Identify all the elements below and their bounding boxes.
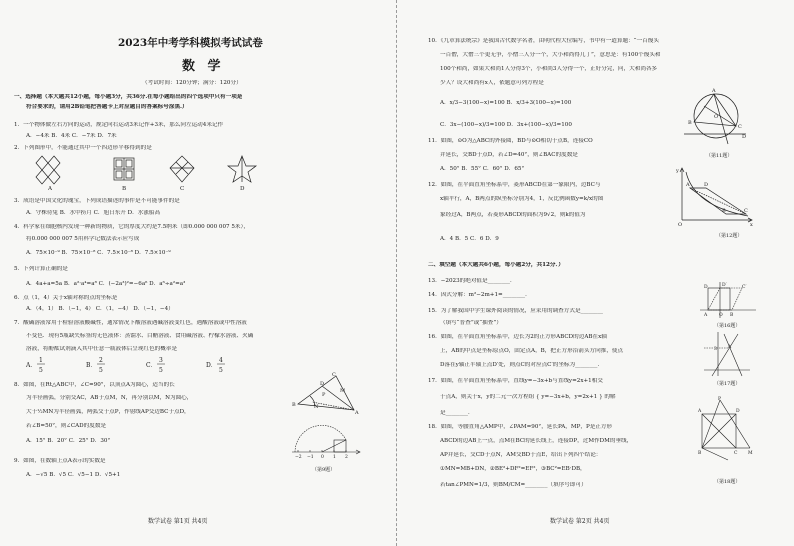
svg-text:1: 1 [39, 357, 43, 364]
q17-figure [702, 330, 752, 378]
q9-stem: 9．如图，在数轴上点A表示的实数是 [14, 458, 106, 464]
q2-label-d: D [240, 186, 245, 192]
q18-stem-2: ABCD的边AB上一点，点M在BC的延长线上，连接DP，过M作DM的垂线， [440, 438, 633, 444]
q17-stem: 17．如图，在平面直角坐标系中，直线y=−3x+b与直线y=2x+1相交 [428, 378, 603, 384]
q17-stem-2: 于点A，则关于x，y的二元一次方程组 { y=−3x+b，y=2x+1 } 的解 [440, 394, 616, 400]
exam-page-2 [398, 0, 794, 546]
q11-stem-2: 并延长，交BD于点D，若∠D=40°，则∠BAC的度数是 [440, 152, 578, 158]
svg-text:B．: B． [86, 362, 97, 369]
q16-stem: 16．如图，在平面直角坐标系中，边长为2的正方形ABCD的边AB在x轴 [428, 334, 607, 340]
q7-stem-2: 不变色．现有5瓶缺失标签的无色液体：蒸馏水、白醋溶液、食用碱溶液、柠檬水溶液、火碱 [26, 333, 254, 339]
q6-choices: A．（4，1） B．（−1，4） C．（1，−4） D．（−1，−4） [26, 306, 174, 312]
q4-choices: A．75×10⁻⁹ B．75×10⁻⁸ C．7.5×10⁻⁸ D．7.5×10⁻⁹ [26, 250, 171, 256]
page-1-footer: 数学试卷 第1页 共4页 [148, 518, 208, 525]
svg-text:D: D [704, 182, 709, 188]
svg-text:B: B [292, 402, 296, 408]
q7-choice-c [146, 357, 165, 374]
q2-figure-b [114, 158, 134, 180]
q9-choices: A．−√5 B．√5 C．√5−1 D．√5+1 [26, 472, 121, 478]
q18-stem: 18．如图，等腰直角△AMP中，∠PAM=90°，延长PA，MP，P是正方形 [428, 424, 613, 430]
svg-text:C: C [734, 451, 738, 456]
exam-meta: （考试时间：120分钟；满分：120分） [142, 80, 242, 86]
svg-text:M: M [748, 451, 753, 456]
q11-figure [680, 88, 750, 150]
q8-stem-4: 若∠B=50°，则∠CAD的度数是 [26, 423, 107, 429]
svg-text:4: 4 [219, 357, 223, 364]
svg-text:N: N [314, 404, 319, 410]
svg-text:5: 5 [99, 367, 103, 374]
q8-stem-2: 为半径画弧，分别交AC，AB于点M，N，再分别以M，N为圆心， [26, 395, 193, 401]
q18-stem-4: ①MN=MB+DN，②BE²+DF²=EF²，③BC²=EB·DB， [440, 466, 586, 472]
q7-stem: 7．酸碱溶液常用于检验溶液酸碱性，通常情况下酸溶液遇碱溶液变红色，遇酸溶液或中性溶液 [14, 320, 247, 326]
q5-stem: 5．下列计算正确的是 [14, 266, 68, 272]
q10-stem-2: 一百僧，大僧三个更无争，小僧三人分一个，大小和尚得几丁”，意思是：有100个馒头和 [440, 52, 661, 58]
svg-text:y: y [676, 168, 679, 174]
q8-choices: A．15° B．20° C．25° D．30° [26, 438, 111, 444]
q16-figure [698, 280, 758, 320]
q7-choice-a [25, 357, 45, 374]
svg-text:P: P [322, 392, 326, 398]
svg-text:D．: D． [206, 362, 217, 369]
q10-choices-cd: C．3x−(100−x)/3=100 D．3x+(100−x)/3=100 [440, 122, 572, 128]
svg-text:P: P [718, 397, 722, 402]
svg-text:O: O [714, 114, 719, 120]
q6-stem: 6．点（1，4）关于x轴对称的点的坐标是 [14, 295, 118, 301]
fig17-caption: （第17题） [714, 381, 741, 387]
q18-stem-3: AP并延长，交CD于点N，AM交BD于点E，给出下列四个结论： [440, 452, 602, 458]
q7-choices [26, 355, 306, 377]
svg-text:5: 5 [39, 367, 43, 374]
q14-stem: 14．因式分解：m²−2m+1=________． [428, 292, 531, 298]
q2-figure-a [36, 156, 60, 184]
q9-tick: −1 [307, 455, 314, 460]
section-2-title: 二、填空题（本大题共6小题，每小题2分，共12分．） [428, 262, 564, 268]
svg-text:O: O [678, 222, 683, 228]
q-line: 一、选择题（本大题共12小题，每小题3分，共36分.在每小题给出的四个选项中只有一项是 [14, 94, 243, 100]
svg-text:3: 3 [714, 347, 717, 352]
subject-title: 数 学 [182, 59, 225, 74]
svg-text:D′: D′ [722, 283, 727, 288]
q9-tick: −2 [295, 455, 302, 460]
svg-text:A: A [704, 313, 708, 318]
q3-choices: A．守株待兔 B．水中捞月 C．旭日东升 D．水涨船高 [26, 210, 161, 216]
svg-text:B: B [698, 451, 702, 456]
svg-text:C: C [332, 372, 336, 378]
q12-stem: 12．如图，在平面直角坐标系中，菱形ABCD在第一象限内，边BC与 [428, 182, 601, 188]
q2-label-b: B [122, 186, 127, 192]
svg-text:A: A [355, 410, 359, 416]
q7-stem-3: 溶液，将酚酞试剂滴入其中任意一瓶液体后呈现红色的概率是 [26, 346, 178, 352]
svg-text:3: 3 [159, 357, 163, 364]
fig11-caption: （第11题） [706, 153, 733, 159]
q15-stem: 15．为了解我国中学生课外阅读的情况，应采用的调查方式是________ [428, 308, 603, 314]
svg-text:C．: C． [146, 362, 157, 369]
svg-text:2: 2 [99, 357, 103, 364]
q8-figure [292, 372, 362, 417]
q18-stem-5: 若tan∠PMN=1/3，则BM/CM=________（填序号即可） [440, 482, 587, 488]
q3-stem: 3．成语是中国文化的瑰宝，下列成语描述的事件是不可能事件的是 [14, 198, 180, 204]
q12-choices: A．4 B．5 C．6 D．9 [440, 236, 499, 242]
svg-text:B: B [730, 313, 734, 318]
q7-choice-b [86, 357, 105, 374]
q12-figure [676, 166, 754, 228]
q10-choices-ab: A．x/3−3(100−x)=100 B．x/3+3(100−x)=100 [440, 100, 572, 106]
q7-choice-d [206, 357, 225, 374]
svg-text:C: C [738, 124, 742, 130]
svg-text:5: 5 [219, 367, 223, 374]
fig9-caption: （第9题） [312, 467, 336, 473]
q-line: 符合要求的，请用2B铅笔把答题卡上对应题目的答案标号涂黑.） [26, 104, 188, 110]
q16-stem-2: 上，AB的中点是坐标原点O，固定点A，B，把正方形沿箭头方向推，使点 [440, 348, 624, 354]
q12-stem-2: x轴平行，A，B两点的纵坐标分别为4，1，反比例函数y=k/x的图 [440, 196, 604, 202]
fig18-caption: （第18题） [714, 479, 741, 485]
svg-text:D: D [742, 134, 747, 140]
q2-figure-d [228, 156, 256, 182]
q10-stem: 10．《九章算法统宗》是我国古代数学名著，由明代程大位编写，书中有一道算题：“一百馒头 [428, 38, 659, 44]
q2-figure-c [170, 156, 194, 182]
svg-text:C′: C′ [742, 285, 747, 290]
q9-tick: 1 [333, 455, 336, 460]
svg-text:A．: A． [26, 362, 37, 369]
svg-text:B: B [688, 120, 692, 126]
q9-figure [290, 430, 362, 470]
svg-text:D: D [320, 381, 325, 387]
q1-choices: A．−4米 B．4米 C．−7米 D．7米 [26, 133, 117, 139]
svg-text:5: 5 [159, 367, 163, 374]
q8-stem-3: 大于½MN为半径画弧，两弧交于点P，作射线AP交边BC于点D， [26, 409, 190, 415]
q5-choices: A．4a+a=5a B．a²·a⁴=a⁸ C．(−2a³)²=−6a⁶ D．a⁶÷a²=a³ [26, 281, 186, 287]
q16-stem-3: D落在y轴正半轴上点D′处，则点C的对应点C′的坐标为________． [440, 362, 604, 368]
q13-stem: 13．−2023的绝对值是________． [428, 278, 516, 284]
q9-tick: 0 [321, 455, 324, 460]
svg-text:A: A [686, 182, 690, 188]
q8-stem: 8．如图，在Rt△ABC中，∠C=90°，以顶点A为圆心，适当的长 [14, 382, 175, 388]
fig12-caption: （第12题） [716, 233, 743, 239]
q2-figures [30, 154, 270, 194]
fig16-caption: （第16题） [714, 323, 741, 329]
q12-stem-3: 象经过A，B两点，若菱形ABCD的面积为9√2，则k的值为 [440, 212, 586, 218]
q4-stem-2: 将0.000 000 007 5用科学记数法表示应写成 [26, 236, 140, 242]
q15-stem-2: （填写“普查”或“抽查”） [440, 320, 502, 326]
q10-stem-3: 100个和尚，如果大和尚1人分得3个，小和尚3人分得一个，正好分完，问，大和尚各多 [440, 66, 658, 72]
svg-text:A: A [712, 88, 716, 94]
q4-stem: 4．科学家在细胞核内发现一种新的物质，它的厚度大约是7.5纳米（即0.000 000 007 5米）， [14, 224, 249, 230]
q17-stem-3: 是________． [440, 410, 474, 416]
exam-title: 2023年中考学科模拟考试试卷 [118, 37, 263, 49]
q9-tick: 2 [345, 455, 348, 460]
q2-label-a: A [48, 186, 53, 192]
svg-text:B: B [722, 208, 726, 214]
q18-figure [698, 398, 754, 474]
page-2-footer: 数学试卷 第2页 共4页 [550, 518, 610, 525]
svg-text:D: D [736, 409, 740, 414]
q11-choices: A．50° B．55° C．60° D．65° [440, 166, 525, 172]
svg-text:C: C [744, 208, 748, 214]
q2-label-c: C [180, 186, 185, 192]
svg-text:A: A [728, 345, 732, 350]
q1-stem: 1．一个物体做左右方向的运动，规定向右运动3米记作+3米，那么向左运动4米记作 [14, 122, 224, 128]
q2-stem: 2．下列图形中，不能通过其中一个四边形平移得到的是 [14, 145, 152, 151]
q10-stem-4: 少人？设大和尚有x人，依题意可列方程是 [440, 80, 544, 86]
svg-text:O: O [719, 313, 723, 318]
svg-text:M: M [340, 388, 346, 394]
svg-text:D: D [704, 285, 708, 290]
svg-text:x: x [750, 222, 753, 228]
q11-stem: 11．如图，⊙O为△ABC的外接圆，BD与⊙O相切于点B，连接CO [428, 138, 593, 144]
svg-text:A: A [698, 409, 702, 414]
